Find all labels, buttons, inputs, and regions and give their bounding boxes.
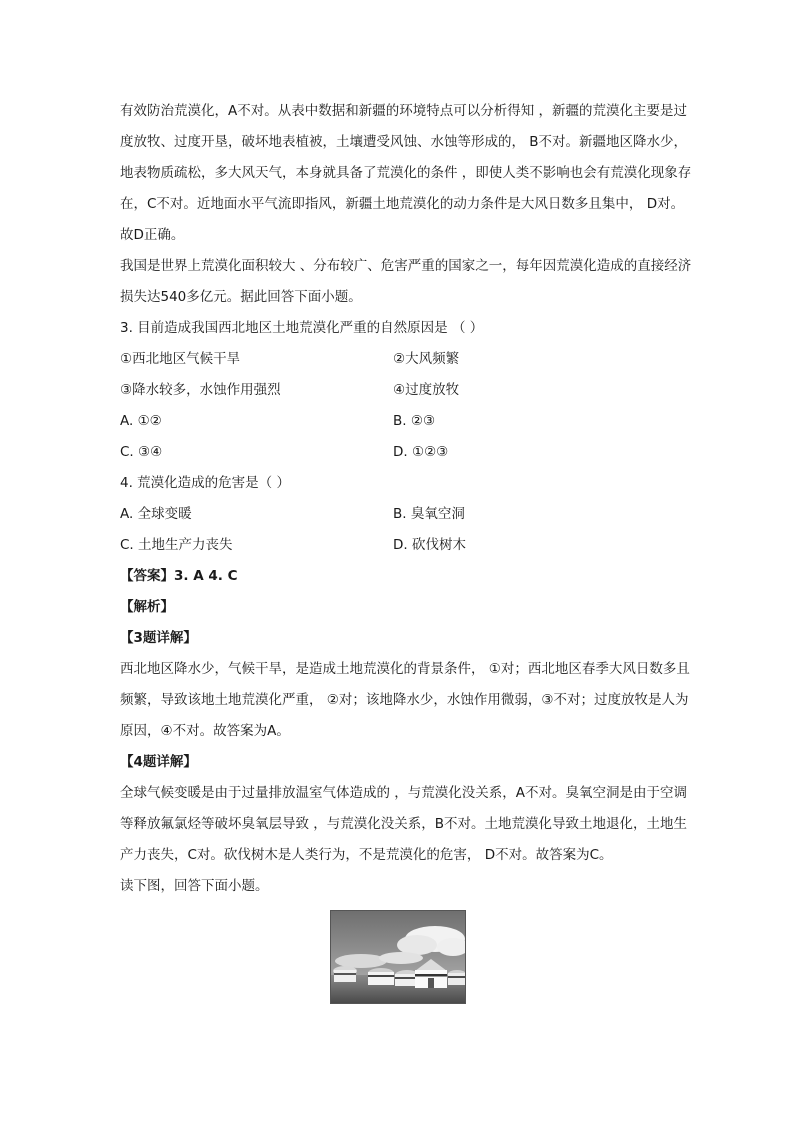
q3-item: ②大风频繁 bbox=[393, 351, 460, 367]
figure-prompt: 读下图，回答下面小题。 bbox=[120, 878, 269, 894]
analysis-header: 【解析】 bbox=[120, 599, 174, 615]
q4-detail-line: 产力丧失，C对。砍伐树木是人类行为，不是荒漠化的危害， D不对。故答案为C。 bbox=[120, 847, 613, 863]
q4-detail-header: 【4题详解】 bbox=[120, 754, 197, 770]
answer-line: 【答案】3. A 4. C bbox=[120, 568, 238, 584]
intro-line: 在，C不对。近地面水平气流即指风，新疆土地荒漠化的动力条件是大风日数多且集中， D对。 bbox=[120, 196, 685, 212]
intro-line: 有效防治荒漠化，A不对。从表中数据和新疆的环境特点可以分析得知 ，新疆的荒漠化主要是过 bbox=[120, 103, 688, 119]
q4-choice-b: B. 臭氧空洞 bbox=[393, 506, 465, 522]
q4-stem: 4. 荒漠化造成的危害是（ ） bbox=[120, 475, 290, 491]
q4-choices-row bbox=[120, 499, 680, 530]
yurt-photo-icon bbox=[331, 911, 465, 1003]
intro-line: 度放牧、过度开垦，破坏地表植被，土壤遭受风蚀、水蚀等形成的， B不对。新疆地区降水少， bbox=[120, 134, 688, 150]
q3-item: ④过度放牧 bbox=[393, 382, 460, 398]
q4-choices-row bbox=[120, 530, 680, 561]
q3-detail-header: 【3题详解】 bbox=[120, 630, 197, 646]
q3-detail-line: 原因，④不对。故答案为A。 bbox=[120, 723, 290, 739]
q3-choice-b: B. ②③ bbox=[393, 413, 436, 429]
q4-choice-a: A. 全球变暖 bbox=[120, 506, 192, 522]
q3-items-row bbox=[120, 344, 680, 375]
yurt-photo bbox=[330, 910, 466, 1004]
q3-choices-row bbox=[120, 437, 680, 468]
q3-choice-a: A. ①② bbox=[120, 413, 162, 429]
q3-choices-row bbox=[120, 406, 680, 437]
q3-choice-c: C. ③④ bbox=[120, 444, 163, 460]
context-line: 损失达540多亿元。据此回答下面小题。 bbox=[120, 289, 362, 305]
q3-choice-d: D. ①②③ bbox=[393, 444, 449, 460]
q3-item: ①西北地区气候干旱 bbox=[120, 351, 241, 367]
intro-line: 故D正确。 bbox=[120, 227, 185, 243]
context-line: 我国是世界上荒漠化面积较大 、分布较广、危害严重的国家之一，每年因荒漠化造成的直接经济 bbox=[120, 258, 692, 274]
q4-choice-d: D. 砍伐树木 bbox=[393, 537, 466, 553]
q3-item: ③降水较多，水蚀作用强烈 bbox=[120, 382, 281, 398]
q4-detail-line: 全球气候变暖是由于过量排放温室气体造成的 ，与荒漠化没关系，A不对。臭氧空洞是由于空调 bbox=[120, 785, 688, 801]
q3-items-row bbox=[120, 375, 680, 406]
intro-line: 地表物质疏松，多大风天气，本身就具备了荒漠化的条件 ，即使人类不影响也会有荒漠化现象存 bbox=[120, 165, 692, 181]
q3-detail-line: 频繁，导致该地土地荒漠化严重， ②对；该地降水少，水蚀作用微弱，③不对；过度放牧是人为 bbox=[120, 692, 689, 708]
q3-detail-line: 西北地区降水少，气候干旱，是造成土地荒漠化的背景条件， ①对；西北地区春季大风日数多且 bbox=[120, 661, 690, 677]
document-text bbox=[120, 96, 692, 902]
q3-stem: 3. 目前造成我国西北地区土地荒漠化严重的自然原因是 （ ） bbox=[120, 320, 484, 336]
q4-choice-c: C. 土地生产力丧失 bbox=[120, 537, 233, 553]
q4-detail-line: 等释放氟氯烃等破坏臭氧层导致 ，与荒漠化没关系，B不对。土地荒漠化导致土地退化，土地生 bbox=[120, 816, 688, 832]
